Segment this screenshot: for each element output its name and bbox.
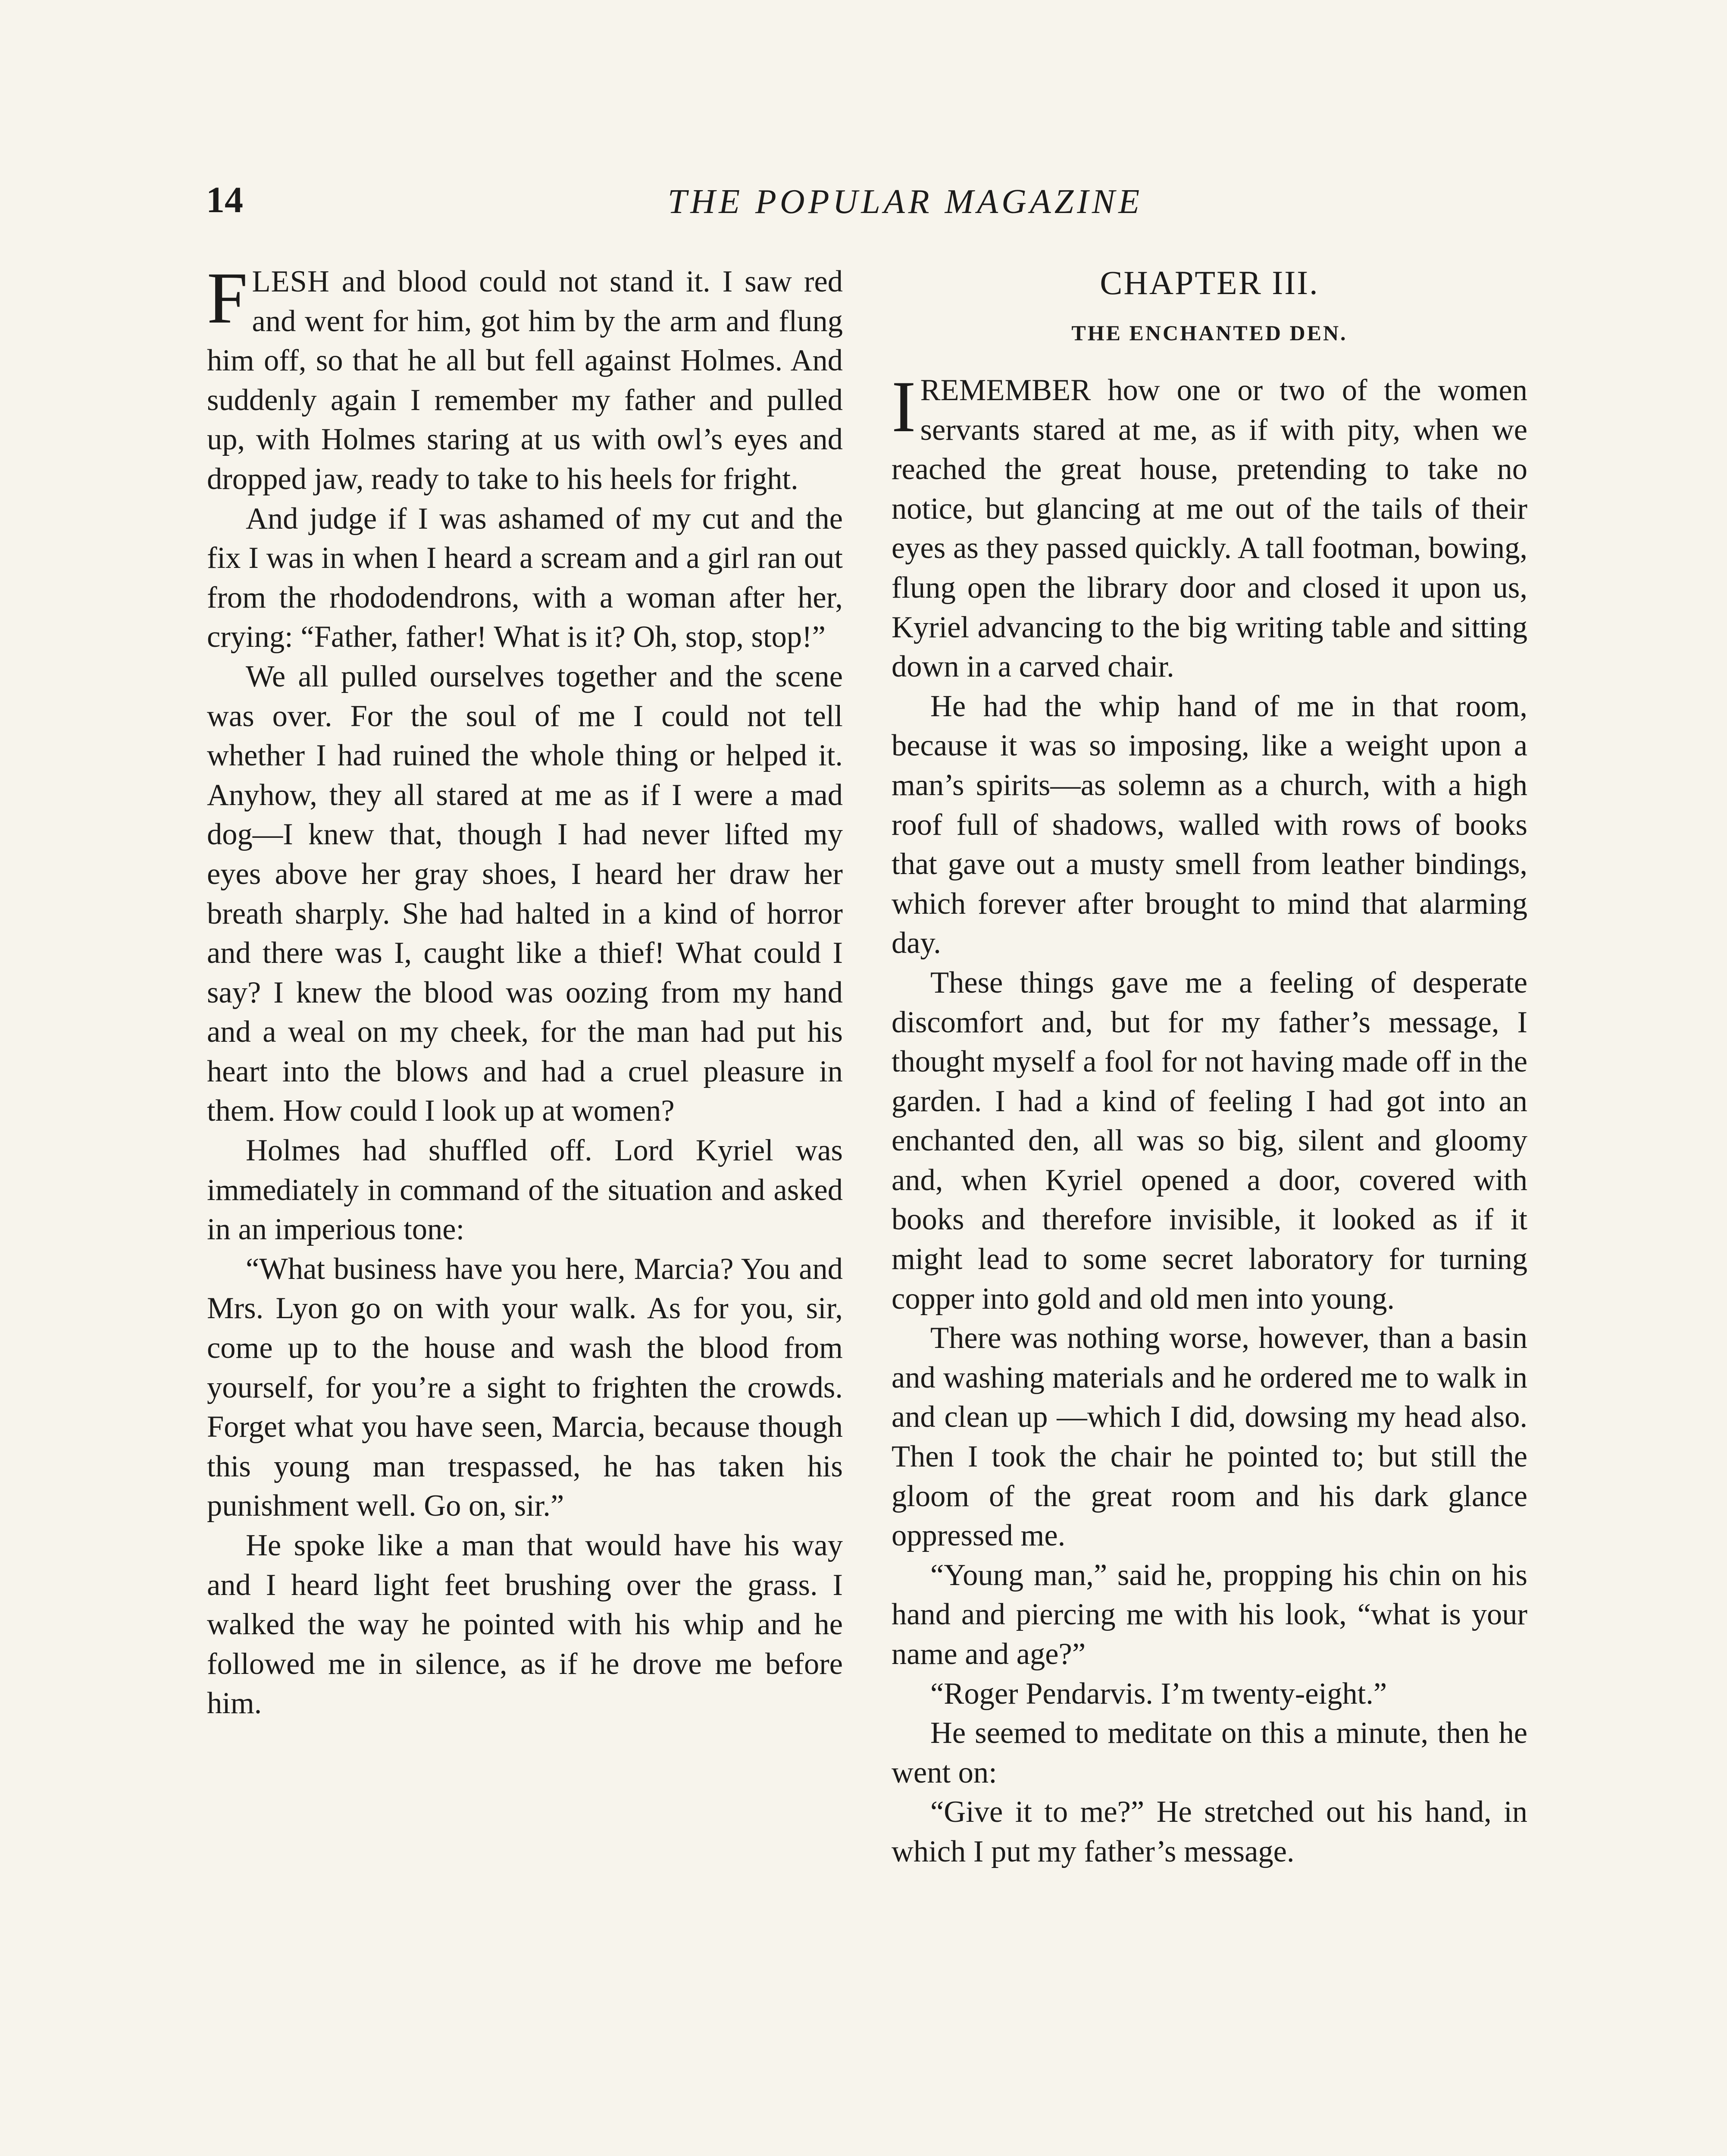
opening-paragraph <box>207 257 843 499</box>
paragraph: “Give it to me?” He stretched out his hand, in which I put my father’s message. <box>892 1795 1527 1868</box>
paragraph: “What business have you here, Marcia? You and Mrs. Lyon go on with your walk. As for you, sir, come up to the house and wash the blood from yourself, for you’re a sight to frighten the crowds. Forget what you have seen, Marcia, because though this young man trespassed, he has taken his punishment well. Go on, sir.” <box>207 1252 843 1523</box>
opening-text: how one or two of the women servants stared at me, as if with pity, when we reached the great house, pretending to take no notice, but glancing at me out of the tails of their eyes as they passed quickly. A tall footman, bowing, flung open the library door and closed it upon us, Kyriel advancing to the big writing table and sitting down in a carved chair. <box>892 373 1527 684</box>
drop-cap: F <box>207 257 248 338</box>
chapter-title: THE ENCHANTED DEN. <box>1071 321 1348 345</box>
opening-text: and blood could not stand it. I saw red and went for him, got him by the arm and flung him off, so that he all but fell against Holmes. And suddenly again I remember my father and pulled up, with Holmes staring at us with owl’s eyes and dropped jaw, ready to take to his heels for fright. <box>207 265 843 496</box>
drop-cap: I <box>892 366 916 447</box>
paragraph: “Roger Pendarvis. I’m twenty-eight.” <box>930 1677 1387 1711</box>
paragraph: We all pulled ourselves together and the scene was over. For the soul of me I could not tell whether I had ruined the whole thing or helped it. Anyhow, they all stared at me as if I were a mad dog—I knew that, though I had never lifted my eyes above her gray shoes, I heard her draw her breath sharply. She had halted in a kind of horror and there was I, caught like a thief! What could I say? I knew the blood was oozing from my hand and a weal on my cheek, for the man had put his heart into the blows and had a cruel pleasure in them. How could I look up at women? <box>207 659 843 1128</box>
opening-paragraph <box>892 366 1527 687</box>
chapter-number: CHAPTER III. <box>1100 264 1319 301</box>
opening-caps: REMEMBER <box>920 373 1091 407</box>
running-head: THE POPULAR MAGAZINE <box>667 183 1143 221</box>
opening-caps: LESH <box>252 265 330 298</box>
page-number: 14 <box>206 179 243 220</box>
right-column <box>892 262 1527 1872</box>
paragraph: And judge if I was ashamed of my cut and the fix I was in when I heard a scream and a girl ran out from the rhododendrons, with a woman after her, crying: “Father, father! What is it? Oh, stop, stop!” <box>207 501 843 654</box>
paragraph: There was nothing worse, however, than a basin and washing materials and he ordered me to walk in and clean up —which I did, dowsing my head also. Then I took the chair he pointed to; but still the gloom of the great room and his dark glance oppressed me. <box>892 1321 1527 1553</box>
paragraph: These things gave me a feeling of desperate discomfort and, but for my father’s message, I thought myself a fool for not having made off in the garden. I had a kind of feeling I had got into an enchanted den, all was so big, silent and gloomy and, when Kyriel opened a door, covered with books and therefore invisible, it looked as if it might lead to some secret laboratory for turning copper into gold and old men into young. <box>892 965 1527 1316</box>
left-column <box>207 257 843 1724</box>
paragraph: He had the whip hand of me in that room, because it was so imposing, like a weight upon a man’s spirits—as solemn as a church, with a high roof full of shadows, walled with rows of books that gave out a musty smell from leather bindings, which forever after brought to mind that alarming day. <box>892 689 1527 960</box>
paragraph: He seemed to meditate on this a minute, then he went on: <box>892 1716 1527 1789</box>
paragraph: “Young man,” said he, propping his chin on his hand and piercing me with his look, “what is your name and age?” <box>892 1558 1527 1671</box>
paragraph: He spoke like a man that would have his way and I heard light feet brushing over the grass. I walked the way he pointed with his whip and he followed me in silence, as if he drove me before him. <box>207 1529 843 1720</box>
paragraph: Holmes had shuffled off. Lord Kyriel was immediately in command of the situation and asked in an imperious tone: <box>207 1134 843 1247</box>
